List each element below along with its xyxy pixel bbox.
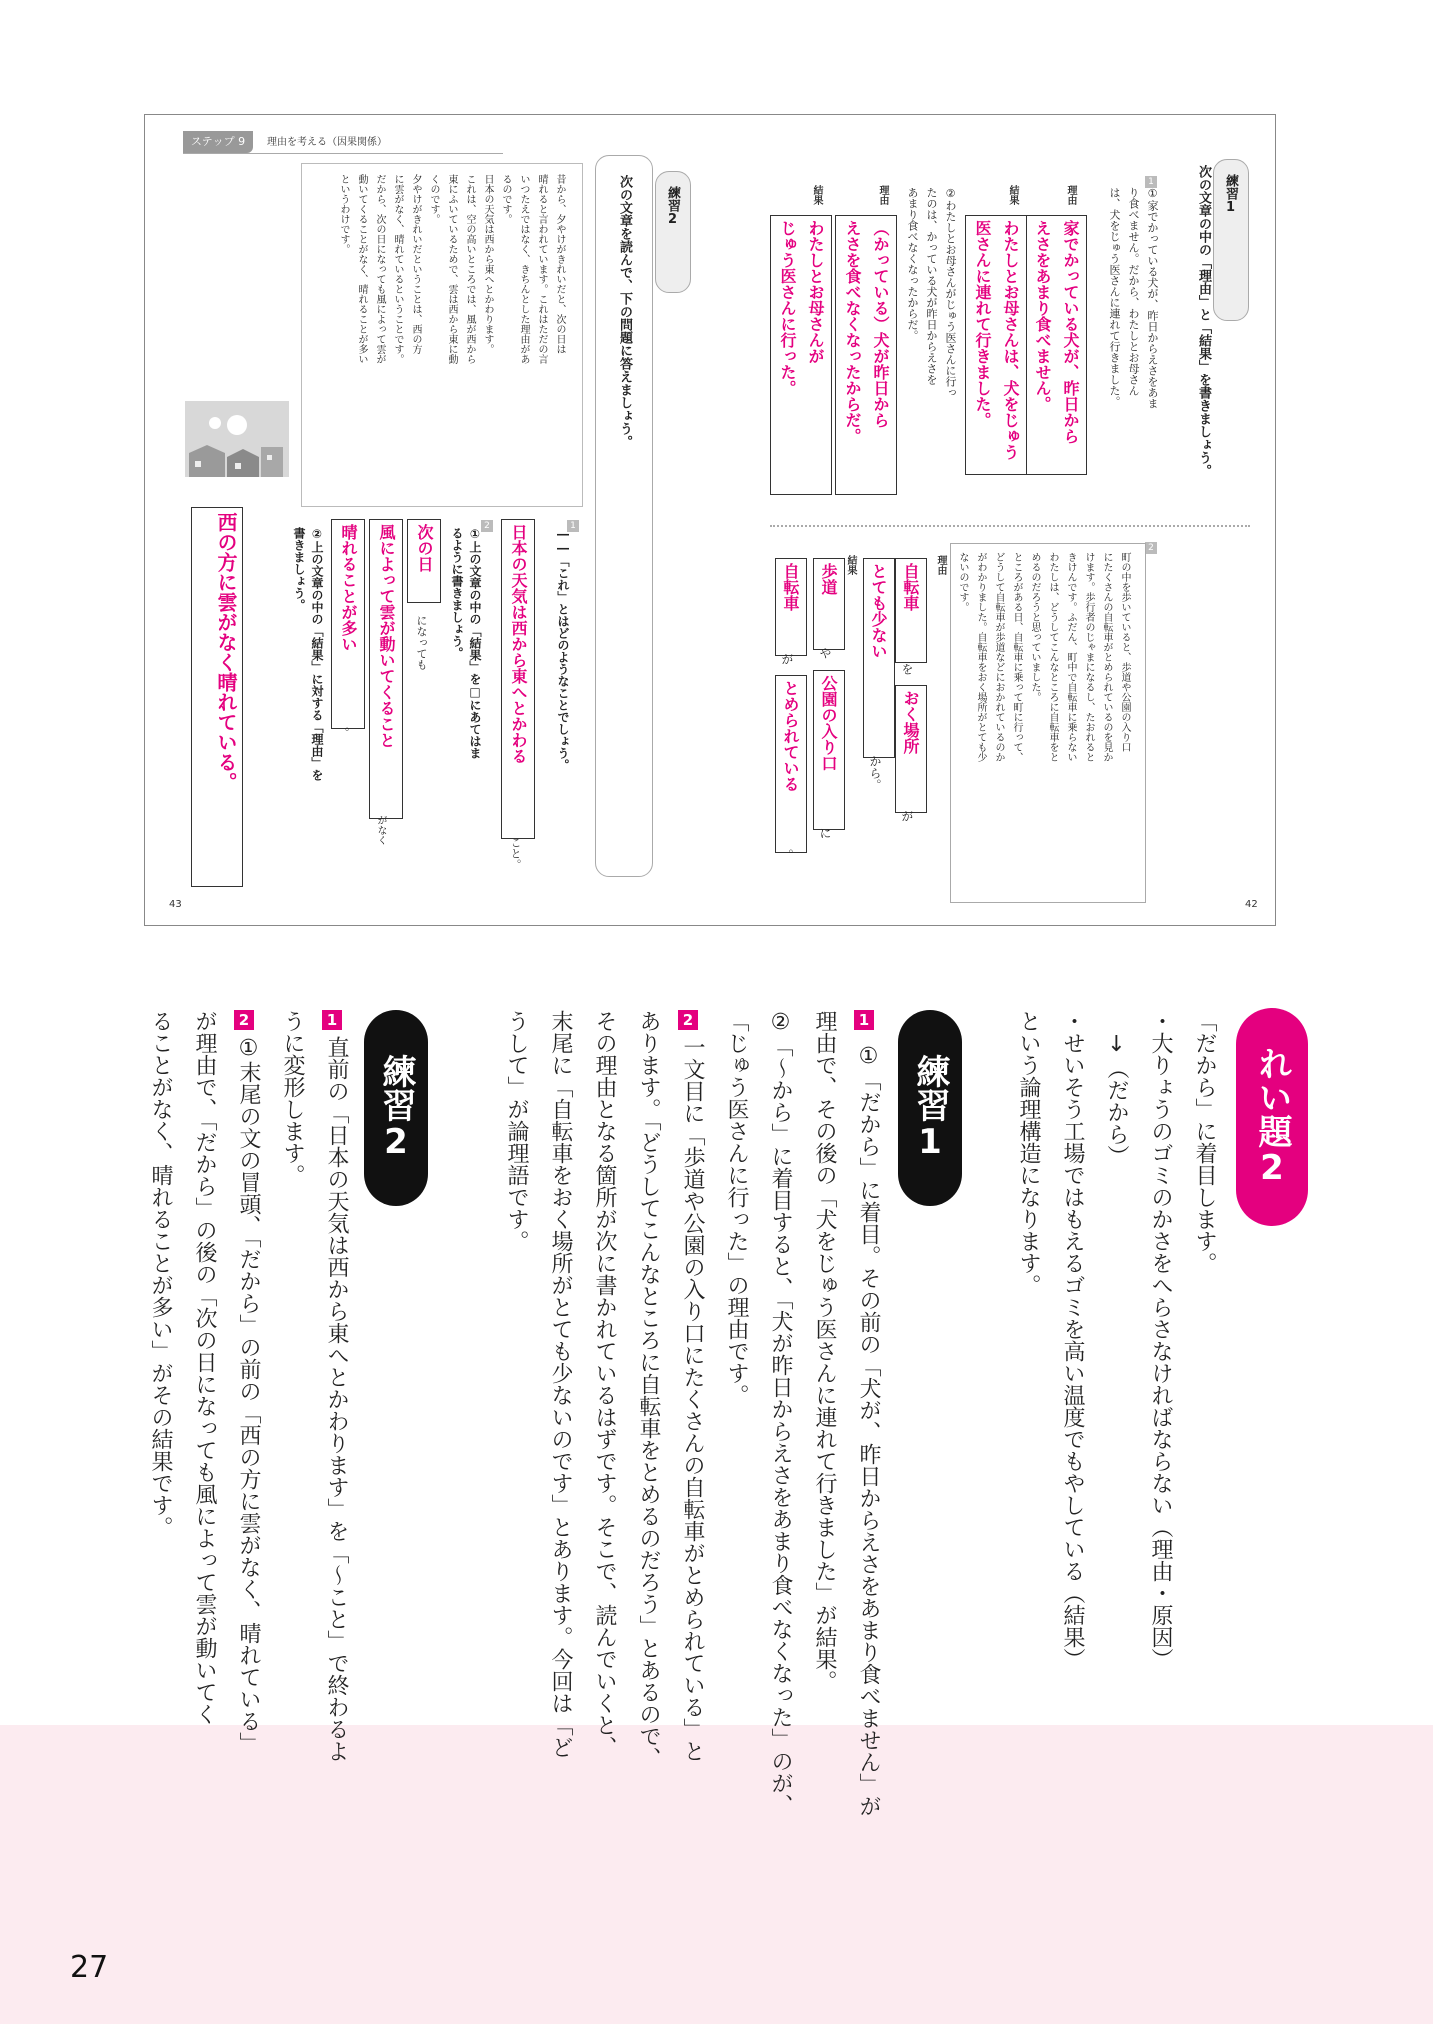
p2-q2-prompt-line-1: ①上の文章の中の「結果」を□にあてはま xyxy=(468,527,482,759)
q1-result-box xyxy=(965,215,1027,475)
practice-2-pill: 練習2 xyxy=(364,1010,428,1206)
practice2-passage-box xyxy=(301,163,583,507)
q3-passage-line-6: めるのだろうと思っていました。 xyxy=(1029,552,1040,702)
q3-passage-line-10: ないのです。 xyxy=(957,552,968,612)
practice2-heading: 練習2 xyxy=(665,186,680,227)
page-number-43: 43 xyxy=(169,899,182,910)
q2-text-line-1: ②わたしとお母さんがじゅう医さんに行っ xyxy=(944,187,957,398)
q1-result-label: 結果 xyxy=(1007,185,1018,205)
q3-passage-line-8: どうして自転車が歩道などにおかれているのか xyxy=(993,552,1004,762)
q3-reason-kara: から。 xyxy=(868,755,882,791)
p2-passage-line-11: だから、次の日になっても風によって雲が xyxy=(374,174,385,364)
p2-passage-line-10: に雲がなく、晴れているということです。 xyxy=(392,174,403,364)
p1-line-1: ①「だから」に着目。その前の「犬が、昨日からえさをあまり食べません」が xyxy=(856,1044,881,1817)
p2-passage-line-5: 日本の天気は西から東へとかわります。 xyxy=(482,174,493,354)
q2-reason-line-1: （かっている）犬が昨日から xyxy=(871,220,890,428)
q3-passage-line-5: わたしは、どうしてこんなところに自転車をと xyxy=(1047,552,1058,762)
q1-text-line-3: は、犬をじゅう医さんに連れて行きました。 xyxy=(1108,187,1121,407)
q3-result-box-2: 公園の入り口 xyxy=(813,670,845,830)
practice1-heading: 練習1 xyxy=(1223,174,1238,215)
practice1-heading-tab xyxy=(1213,159,1249,321)
p1-line2-5: うして」が論理語です。 xyxy=(504,1010,529,1252)
sunset-town-illustration xyxy=(185,401,289,477)
p2-q2-answer-box-2: 風によって雲が動いてくること xyxy=(369,519,403,819)
q3-reason-box-3: とても少ない xyxy=(863,558,895,758)
p2-passage-line-6: これは、空の高いところでは、風が西から xyxy=(464,174,475,364)
q1-result-line-1: わたしとお母さんは、犬をじゅう xyxy=(1001,220,1020,460)
page-number: 27 xyxy=(70,1950,109,1985)
p2-q2-answer-mid: になっても xyxy=(415,615,428,670)
p2-q2-answer-box-1: 次の日 xyxy=(407,519,441,603)
q3-result-box-1: 歩道 xyxy=(813,558,845,650)
q1-result-line-2: 医さんに連れて行きました。 xyxy=(973,220,992,428)
q2-result-line-2: じゅう医さんに行った。 xyxy=(778,220,797,396)
q3-reason-box-2: おく場所 xyxy=(895,685,927,813)
p2-q2-number: 2 xyxy=(481,513,493,532)
q2-reason-label: 理由 xyxy=(877,185,888,205)
p2-passage-line-12: 動いてくることがなく、晴れることが多い xyxy=(356,174,367,364)
p2-passage-line-8: くのです。 xyxy=(428,174,439,224)
page-number-42: 42 xyxy=(1245,899,1258,910)
q3-result-box-3: 自転車 xyxy=(775,558,807,656)
p2-line2-3: ることがなく、晴れることが多い」がその結果です。 xyxy=(148,1010,173,1538)
p1-line-2: 理由で、その後の「犬をじゅう医さんに連れて行きました」が結果。 xyxy=(812,1010,837,1692)
p2-passage-line-13: というわけです。 xyxy=(338,174,349,254)
p2-q1-answer-box: 日本の天気は西から東へとかわる xyxy=(501,519,535,839)
q1-text-line-1: ①家でかっている犬が、昨日からえさをあま xyxy=(1146,187,1159,409)
q3-reason-ga: が xyxy=(900,810,914,822)
p1-line2-2: あります。「どうしてこんなところに自転車をとめるのだろう」とあるので、 xyxy=(636,1010,661,1769)
q3-passage-line-4: きけんです。ふだん、町中で自転車に乗らない xyxy=(1065,552,1076,762)
p2-number-1: 1 xyxy=(322,1010,342,1030)
q3-passage-line-9: がわかりました。自転車をおく場所がとても少 xyxy=(975,552,986,762)
p1-number-2: 2 xyxy=(678,1010,698,1030)
p2-q2-prompt-line-2: るように書きましょう。 xyxy=(450,527,464,659)
practice-1-pill: 練習1 xyxy=(898,1010,962,1206)
q3-result-end: 。 xyxy=(780,849,794,861)
example-line-5: という論理構造になります。 xyxy=(1016,1010,1041,1296)
p2-q2-answer-box-3: 晴れることが多い xyxy=(331,519,365,729)
practice2-heading-tab xyxy=(655,171,691,293)
bottom-pink-band xyxy=(0,1725,1433,2024)
practice1-instruction: 次の文章の中の「理由」と「結果」を書きましょう。 xyxy=(1196,165,1211,477)
q2-text-line-3: あまり食べなくなったからだ。 xyxy=(906,187,919,341)
p2-q1-prompt: ――「これ」とはどのようなことでしょう。 xyxy=(556,527,570,771)
p2-q1-number: 1 xyxy=(567,513,579,532)
p2-passage-line-4: るのです。 xyxy=(500,174,511,224)
p2-passage-line-7: 東にふいているためで、雲は西から東に動 xyxy=(446,174,457,364)
p1-line2-3: その理由となる箇所が次に書かれているはずです。そこで、読んでいくと、 xyxy=(592,1010,617,1758)
p2-passage-line-1: 昔から、夕やけがきれいだと、次の日は xyxy=(554,174,565,354)
p2-passage-line-9: 夕やけがきれいだということは、西の方 xyxy=(410,174,421,354)
q3-result-ya: や xyxy=(818,647,832,659)
step-title: 理由を考える（因果関係） xyxy=(267,137,387,148)
q3-result-label: 結果 xyxy=(845,555,856,575)
q2-result-line-1: わたしとお母さんが xyxy=(806,220,825,364)
practice2-instruction: 次の文章を読んで、下の問題に答えましょう。 xyxy=(617,175,632,448)
p2-q3-prompt-line-2: 書きましょう。 xyxy=(292,527,306,611)
p2-q2-answer-ganaku: がなく xyxy=(375,815,386,845)
p2-passage-line-3: いつたえではなく、きちんとした理由があ xyxy=(518,174,529,364)
q2-text-line-2: たのは、かっている犬が昨日からえさを xyxy=(925,187,938,385)
q2-reason-box xyxy=(835,215,897,495)
p1-line-4: 「じゅう医さんに行った」の理由です。 xyxy=(724,1010,749,1406)
step-tab: ステップ 9 xyxy=(183,131,253,153)
q3-passage-line-2: にたくさんの自転車がとめられているのを見か xyxy=(1101,552,1112,762)
example-line-2: ・大りょうのゴミのかさをへらさなければならない（理由・原因） xyxy=(1148,1010,1173,1670)
p2-q1-suffix: こと。 xyxy=(509,837,522,870)
p2-q2-answer-end: 。 xyxy=(337,727,350,738)
q3-result-ni: に xyxy=(818,827,832,839)
q3-passage-line-7: ところがある日、自転車に乗って町に行って、 xyxy=(1011,552,1022,762)
q1-reason-box xyxy=(1025,215,1087,475)
q3-result-ga: が xyxy=(780,653,794,665)
step-divider xyxy=(183,153,503,154)
q1-text-line-2: り食べません。だから、わたしとお母さん xyxy=(1127,187,1140,396)
q2-result-label: 結果 xyxy=(811,185,822,205)
q1-reason-label: 理由 xyxy=(1065,185,1076,205)
p2-line1-2: うに変形します。 xyxy=(280,1010,305,1186)
q3-reason-label: 理由 xyxy=(935,555,946,575)
q3-result-box-4: とめられている xyxy=(775,675,807,853)
p2-q3-answer-box: 西の方に雲がなく晴れている。 xyxy=(191,507,243,887)
q3-reason-wo: を xyxy=(900,663,914,675)
q2-reason-line-2: えさを食べなくなったからだ。 xyxy=(843,220,862,444)
q3-passage-box xyxy=(950,543,1146,903)
q1-number: 1 xyxy=(1145,169,1157,188)
p2-q3-prompt-line-1: ②上の文章の中の「結果」に対する「理由」を xyxy=(310,527,324,781)
example-line-3: ↓（だから） xyxy=(1104,1010,1129,1167)
p2-line2-2: が理由で、「だから」の後の「次の日になっても風によって雲が動いてく xyxy=(192,1010,217,1725)
p1-line2-1: 一文目に「歩道や公園の入り口にたくさんの自転車がとめられている」と xyxy=(680,1036,705,1762)
example-2-pill: れい題2 xyxy=(1236,1008,1308,1226)
p2-passage-line-2: 晴れると言われています。これはただの言 xyxy=(536,174,547,364)
workbook-spread xyxy=(144,114,1276,926)
q3-passage-line-1: 町の中を歩いていると、歩道や公園の入り口 xyxy=(1119,552,1130,752)
q1-reason-line-2: えさをあまり食べません。 xyxy=(1033,220,1052,412)
p1-line2-4: 末尾に「自転車をおく場所がとても少ないのです」とあります。今回は「ど xyxy=(548,1010,573,1758)
q1-reason-line-1: 家でかっている犬が、昨日から xyxy=(1061,220,1080,444)
section-divider xyxy=(770,525,1250,527)
q3-number: 2 xyxy=(1145,535,1157,554)
p2-line2-1: ①末尾の文の冒頭、「だから」の前の「西の方に雲がなく、晴れている」 xyxy=(236,1036,261,1754)
q3-reason-box-1: 自転車 xyxy=(895,558,927,663)
q3-passage-line-3: けます。歩行者のじゃまになるし、たおれると xyxy=(1083,552,1094,762)
example-line-4: ・せいそう工場ではもえるゴミを高い温度でもやしている（結果） xyxy=(1060,1010,1085,1670)
p2-line1-1: 直前の「日本の天気は西から東へとかわります」を「〜こと」で終わるよ xyxy=(324,1036,349,1762)
q2-result-box xyxy=(770,215,832,495)
p1-number-1: 1 xyxy=(854,1010,874,1030)
p2-number-2: 2 xyxy=(234,1010,254,1030)
p1-line-3: ②「〜から」に着目すると、「犬が昨日からえさをあまり食べなくなった」のが、 xyxy=(768,1010,793,1816)
example-line-1: 「だから」に着目します。 xyxy=(1192,1010,1217,1274)
